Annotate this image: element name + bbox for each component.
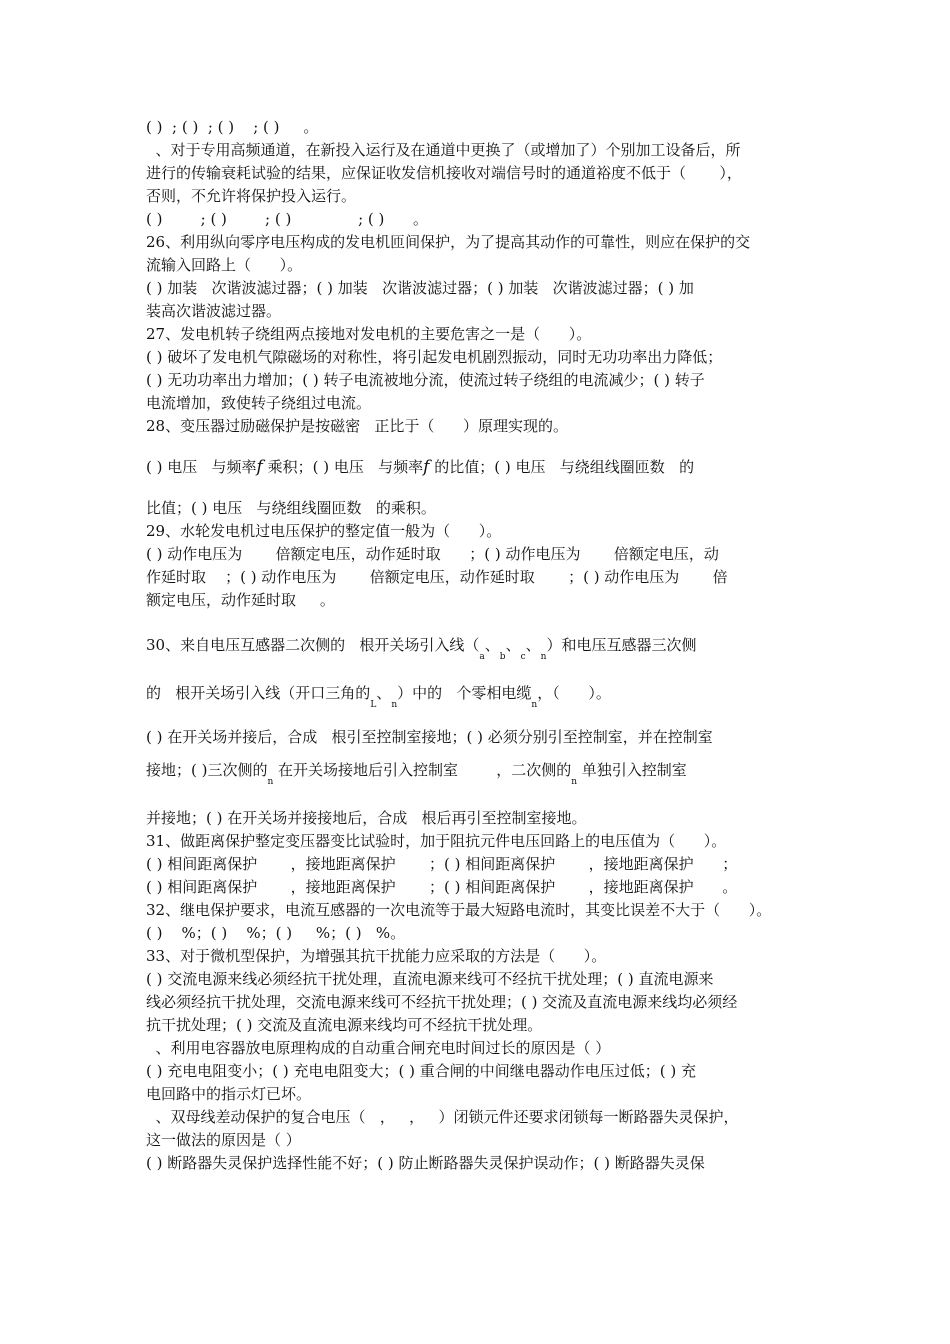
- question-25-line3: 否则，不允许将保护投入运行。: [146, 187, 357, 205]
- question-35-line2: 这一做法的原因是（ ）: [146, 1131, 301, 1149]
- options-33-line3: 抗干扰处理；( ) 交流及直流电源来线均可不经抗干扰处理。: [146, 1016, 543, 1034]
- frequency-symbol: f: [423, 457, 430, 477]
- separator: 、: [525, 636, 541, 654]
- options-30-part1: 接地；( )三次侧的: [146, 761, 268, 779]
- separator: 、: [505, 636, 521, 654]
- question-30-part5: ，（ ）。: [537, 684, 611, 702]
- question-33: 33、对于微机型保护，为增强其抗干扰能力应采取的方法是（ ）。: [146, 947, 607, 965]
- options-29-line1: ( ) 动作电压为 倍额定电压，动作延时取 ；( ) 动作电压为 倍额定电压，动: [146, 545, 719, 563]
- separator: 、: [376, 684, 392, 702]
- subscript-n: n: [571, 777, 577, 787]
- options-28-line1: [146, 456, 811, 479]
- question-30-part1: 30、来自电压互感器二次侧的 根开关场引入线（: [146, 636, 480, 654]
- question-29: 29、水轮发电机过电压保护的整定值一般为（ ）。: [146, 522, 502, 540]
- options-34-line1: ( ) 充电电阻变小；( ) 充电电阻变大；( ) 重合闸的中间继电器动作电压过低；( ) 充: [146, 1062, 696, 1080]
- options-30-line3: 并接地；( ) 在开关场并接接地后，合成 根后再引至控制室接地。: [146, 809, 587, 827]
- options-24: ( ) ; ( ) ; ( ) ; ( ) 。: [146, 118, 319, 136]
- options-35-line1: ( ) 断路器失灵保护选择性能不好；( ) 防止断路器失灵保护误动作；( ) 断路器失灵保: [146, 1154, 705, 1172]
- question-30-part4: ）中的 个零相电缆: [397, 684, 532, 702]
- question-25-line1: 、对于专用高频通道，在新投入运行及在通道中更换了（或增加了）个别加工设备后，所: [146, 141, 741, 159]
- separator: 、: [484, 636, 500, 654]
- question-30-line1: [146, 634, 811, 660]
- options-25: ( ) ; ( ) ; ( ) ; ( ) 。: [146, 210, 429, 228]
- options-29-line3: 额定电压，动作延时取 。: [146, 591, 335, 609]
- question-26-line1: 26、利用纵向零序电压构成的发电机匝间保护，为了提高其动作的可靠性，则应在保护的交: [146, 233, 751, 251]
- options-30-part3: 单独引入控制室: [577, 761, 687, 779]
- options-30-line2: [146, 759, 811, 785]
- options-28-part3: 的比值；( ) 电压 与绕组线圈匝数 的: [429, 458, 695, 476]
- question-32: 32、继电保护要求，电流互感器的一次电流等于最大短路电流时，其变比误差不大于（ ）。: [146, 901, 772, 919]
- question-30-line2: [146, 682, 811, 708]
- options-30-line1: ( ) 在开关场并接后，合成 根引至控制室接地；( ) 必须分别引至控制室，并在控制室: [146, 728, 713, 746]
- subscript-n: n: [391, 700, 398, 710]
- options-33-line1: ( ) 交流电源来线必须经抗干扰处理，直流电源来线可不经抗干扰处理；( ) 直流电源来: [146, 970, 714, 988]
- options-26-line1: ( ) 加装 次谐波滤过器；( ) 加装 次谐波滤过器；( ) 加装 次谐波滤过器；( ) 加: [146, 279, 694, 297]
- options-28-line2: 比值；( ) 电压 与绕组线圈匝数 的乘积。: [146, 499, 436, 517]
- options-31-line2: ( ) 相间距离保护 ，接地距离保护 ；( ) 相间距离保护 ，接地距离保护 。: [146, 878, 738, 896]
- subscript-L: L: [370, 700, 377, 710]
- subscript-c: c: [520, 652, 526, 662]
- options-27-line2: ( ) 无功功率出力增加；( ) 转子电流被地分流，使流过转子绕组的电流减少；( ) 转子: [146, 371, 705, 389]
- frequency-symbol: f: [256, 457, 263, 477]
- options-32: ( ) %；( ) %；( ) %；( ) %。: [146, 924, 406, 942]
- subscript-a: a: [479, 652, 485, 662]
- question-30-part2: ）和电压互感器三次侧: [546, 636, 697, 654]
- question-28: 28、变压器过励磁保护是按磁密 正比于（ ）原理实现的。: [146, 417, 569, 435]
- options-27-line1: ( ) 破坏了发电机气隙磁场的对称性，将引起发电机剧烈振动，同时无功功率出力降低；: [146, 348, 723, 366]
- options-33-line2: 线必须经抗干扰处理，交流电源来线可不经抗干扰处理；( ) 交流及直流电源来线均必须经: [146, 993, 738, 1011]
- subscript-b: b: [499, 652, 506, 662]
- options-27-line3: 电流增加，致使转子绕组过电流。: [146, 394, 372, 412]
- options-28-part1: ( ) 电压 与频率: [146, 458, 257, 476]
- question-35-line1: 、双母线差动保护的复合电压（ ， ， ）闭锁元件还要求闭锁每一断路器失灵保护，: [146, 1108, 739, 1126]
- subscript-n: n: [267, 777, 274, 787]
- document-body: [146, 116, 811, 1175]
- subscript-n: n: [540, 652, 547, 662]
- options-28-part2: 乘积；( ) 电压 与频率: [262, 458, 424, 476]
- options-31-line1: ( ) 相间距离保护 ，接地距离保护 ；( ) 相间距离保护 ，接地距离保护 ；: [146, 855, 738, 873]
- options-34-line2: 电回路中的指示灯已坏。: [146, 1085, 312, 1103]
- options-26-line2: 装高次谐波滤过器。: [146, 302, 282, 320]
- options-29-line2: 作延时取 ；( ) 动作电压为 倍额定电压，动作延时取 ；( ) 动作电压为 倍: [146, 568, 728, 586]
- question-31: 31、做距离保护整定变压器变比试验时，加于阻抗元件电压回路上的电压值为（ ）。: [146, 832, 727, 850]
- question-27: 27、发电机转子绕组两点接地对发电机的主要危害之一是（ ）。: [146, 325, 592, 343]
- subscript-n: n: [531, 700, 538, 710]
- question-26-line2: 流输入回路上（ ）。: [146, 256, 303, 274]
- question-30-part3: 的 根开关场引入线（开口三角的: [146, 684, 371, 702]
- question-25-line2: 进行的传输衰耗试验的结果，应保证收发信机接收对端信号时的通道裕度不低于（ ），: [146, 164, 742, 182]
- options-30-part2: 在开关场接地后引入控制室 ，二次侧的: [273, 761, 572, 779]
- question-34: 、利用电容器放电原理构成的自动重合闸充电时间过长的原因是（ ）: [146, 1039, 611, 1057]
